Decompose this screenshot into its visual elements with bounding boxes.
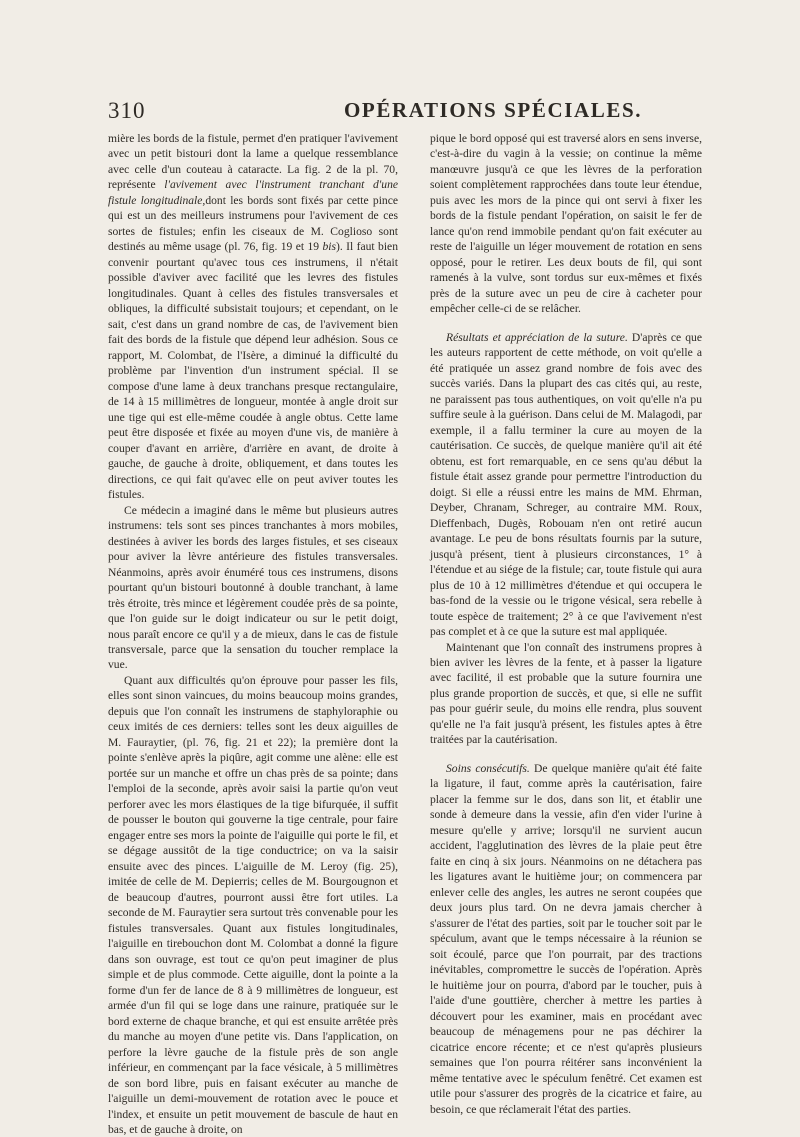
right-paragraph-4 (430, 761, 702, 1117)
left-paragraph-2: Ce médecin a imaginé dans le même but plusieurs autres instrumens: tels sont ses pinces tranchantes à mors mobiles, destinées à aviver les bords des larges fistules, et ses ciseaux pour aviver la lèvre antérieure des fistules transversales. Néanmoins, après avoir énuméré tous ces instrumens, disons pourtant qu'un bistouri boutonné à double tranchant, à lame très étroite, très mince et légèrement coudée près de sa pointe, que l'on guide sur le doigt indicateur ou sur le petit doigt, nous paraît encore ce qu'il y a de mieux, dans le cas de fistule transversale, parce que la sensation du toucher remplace la vue. (108, 503, 398, 672)
right-paragraph-2 (430, 330, 702, 640)
text-run: ). Il faut bien convenir pourtant qu'avec tous ces instrumens, il n'était possible d'aviver avec facilité que les levres des fistules longitudinales. Quant à celles des fistules transversales et obliques, la difficulté subsistait toujours; et cependant, on le sait, c'est dans un grand nombre de cas, de l'avivement bien fait des bords de la fistule que dépend leur adhésion. Sous ce rapport, M. Colombat, de l'Isère, a diminué la difficulté du problème par l'invention d'un instrument spécial. Il se compose d'une lame à deux tranchans presque rectangulaire, de 14 à 15 millimètres de longueur, montée à angle droit sur une tige qui est elle-même coudée à angle obtus. Cette lame peut être disposée et fixée au moyen d'une vis, de manière à couper d'avant en arrière, d'arrière en avant, de droite à gauche, de gauche à droite, obliquement, et dans toutes les directions, ce qui fait qu'avec elle on peut aviver toutes les fistules. (108, 240, 398, 502)
running-head: OPÉRATIONS SPÉCIALES. (344, 98, 643, 122)
left-column (108, 131, 398, 1137)
section-heading-resultats: Résultats et appréciation de la suture. (446, 330, 628, 344)
page-header (108, 98, 701, 128)
text-run: mière les bords de la fistule, permet d'en pratiquer l'avivement avec un petit bistouri dont la lame a quelque ressemblance avec celle d'un couteau à cataracte. La fig. 2 de la pl. 70, représente (108, 132, 398, 192)
section-heading-soins: Soins consécutifs. (446, 761, 530, 775)
right-paragraph-1: pique le bord opposé qui est traversé alors en sens inverse, c'est-à-dire du vagin à la vessie; on continue la même manœuvre jusqu'à ce que les lèvres de la perforation soient complètement rapprochées dans toute leur étendue, puis avec les mors de la pince qui ont servi à fixer les bords de la fistule pendant l'opération, on saisit le fer de lance qu'on rend immobile pendant qu'on fait exécuter au reste de l'aiguille un léger mouvement de rotation en sens opposé, pour le retirer. Les deux bouts de fil, qui sont ramenés à la vulve, sont tordus sur eux-mêmes et fixés près de la suture avec un peu de cire à cacheter pour empêcher celle-ci de se relâcher. (430, 132, 702, 316)
right-column (430, 131, 702, 1117)
section-body-resultats: D'après ce que les auteurs rapportent de cette méthode, on voit qu'elle a été pratiquée un assez grand nombre de fois avec des succès variés. Dans la plupart des cas cités qui, au reste, ne paraissent pas tous authentiques, on voit qu'elle n'a pu suffire seule à la guérison. Dans celui de M. Malagodi, par exemple, il a fallu terminer la cure au moyen de la cautérisation. Ce succès, de quelque manière qu'il ait été obtenu, est fort remarquable, en ce sens qu'au début la fistule était assez grande pour permettre l'introduction du doigt. Si elle a réussi entre les mains de MM. Ehrman, Deyber, Chranam, Schreger, au contraire MM. Roux, Dieffenbach, Dugès, Robouam n'en ont retiré aucun avantage. Le peu de bons résultats fournis par la suture, jusqu'à présent, tient à plusieurs circonstances, 1° à l'étendue et au siége de la fistule; car, toute fistule qui aura plus de 10 à 12 millimètres d'étendue et qui occupera le bas-fond de la vessie ou le trigone vésical, sera rebelle à toute espèce de traitement; 2° à ce que l'avivement n'est pas complet et à ce que la suture est mal appliquée. (430, 330, 703, 639)
italic-run: bis (322, 240, 337, 254)
left-paragraph-1 (108, 131, 398, 503)
italic-run: l'avivement avec l'instrument tranchant d'une fistule longitudinale, (108, 178, 399, 207)
page-number: 310 (108, 98, 146, 123)
right-paragraph-3: Maintenant que l'on connaît des instrumens propres à bien aviver les lèvres de la fente, et à passer la ligature avec facilité, il est probable que la suture fournira une plus grande proportion de succès, et que, si elle ne suffit pas pour guérir seule, du moins elle rendra, plus souvent qu'elle ne l'a fait jusqu'à présent, les fistules aptes à être traitées par la cautérisation. (430, 640, 702, 747)
left-paragraph-3: Quant aux difficultés qu'on éprouve pour passer les fils, elles sont sinon vaincues, du moins beaucoup moins grandes, depuis que l'on connaît les instrumens de staphyloraphie ou ceux imités de ces derniers: telles sont les deux aiguilles de M. Fauraytier, (pl. 76, fig. 21 et 22); la première dont la pointe s'enlève après la piqûre, agit comme une alène: elle est portée sur un manche et offre un chas près de sa pointe; dans l'emploi de la seconde, après avoir saisi la partie qu'on veut perforer avec les mors élastiques de la tige bifurquée, il suffit de pousser le bouton qui gouverne la tige centrale, pour faire engager entre ses mors la pointe de l'aiguille qui porte le fil, et se dégage aussitôt de la tige conductrice; on va la saisir ensuite avec des pinces. L'aiguille de M. Leroy (fig. 25), imitée de celle de M. Depierris; celles de M. Bourgougnon et de beaucoup d'autres, pourront aussi être fort utiles. La seconde de M. Fauraytier sera surtout très convenable pour les fistules transversales. Quant aux fistules longitudinales, l'aiguille en tirebouchon dont M. Colombat a donné la figure dans son ouvrage, est tout ce qu'on peut imaginer de plus simple et de plus commode. Cette aiguille, dont la pointe a la forme d'un fer de lance de 8 à 9 millimètres de longueur, est armée d'un fil qui se loge dans une rainure, pratiquée sur le bord externe de chaque branche, et qui est ensuite arrêtée près du manche au moyen d'une petite vis. Dans l'application, on perfore la lèvre gauche de la fistule près de son angle inférieur, en commençant par la face vésicale, à 5 millimètres de son bord libre, puis en faisant exécuter au manche de l'aiguille un demi-mouvement de rotation avec le pouce et l'index, et ensuite un petit mouvement de bascule de haut en bas, et de gauche à droite, on (108, 673, 398, 1136)
text-run: dont les bords sont fixés par cette pince qui est un des meilleurs instrumens pour l'avivement de ces sortes de fistules; enfin les ciseaux de M. Coglioso sont destinés au même usage (pl. 76, fig. 19 et 19 (108, 193, 398, 254)
section-body-soins: De quelque manière qu'ait été faite la ligature, il faut, comme après la cautérisation, faire placer la femme sur le dos, dans son lit, et établir une sonde à demeure dans la vessie, afin d'en vider l'urine à mesure qu'elle y arrive; lorsqu'il ne survient aucun accident, l'agglutination des lèvres de la plaie peut être faite en cinq à six jours. Néanmoins on ne détachera pas les ligatures avant le huitième jour; on commencera par enlever celle des angles, les autres ne seront coupées que deux jours plus tard. On ne devra jamais chercher à s'assurer de l'état des parties, soit par le toucher soit par le spéculum, avant que le temps nécessaire à la réunion se soit écoulé, parce que l'on pourrait, par des tractions inévitables, compromettre le succès de l'opération. Après le huitième jour on pourra, d'abord par le toucher, puis à l'aide d'une gouttière, chercher à mettre les parties à découvert pour les examiner, mais en procédant avec beaucoup de ménagemens pour ne pas déchirer la cicatrice encore récente; et ce n'est qu'après plusieurs semaines que l'on pourra réitérer sans inconvénient la même tentative avec le spéculum fenêtré. Cet examen est utile pour s'assurer des progrès de la cicatrice et faire, au besoin, ce que réclamerait l'état des parties. (430, 761, 703, 1116)
